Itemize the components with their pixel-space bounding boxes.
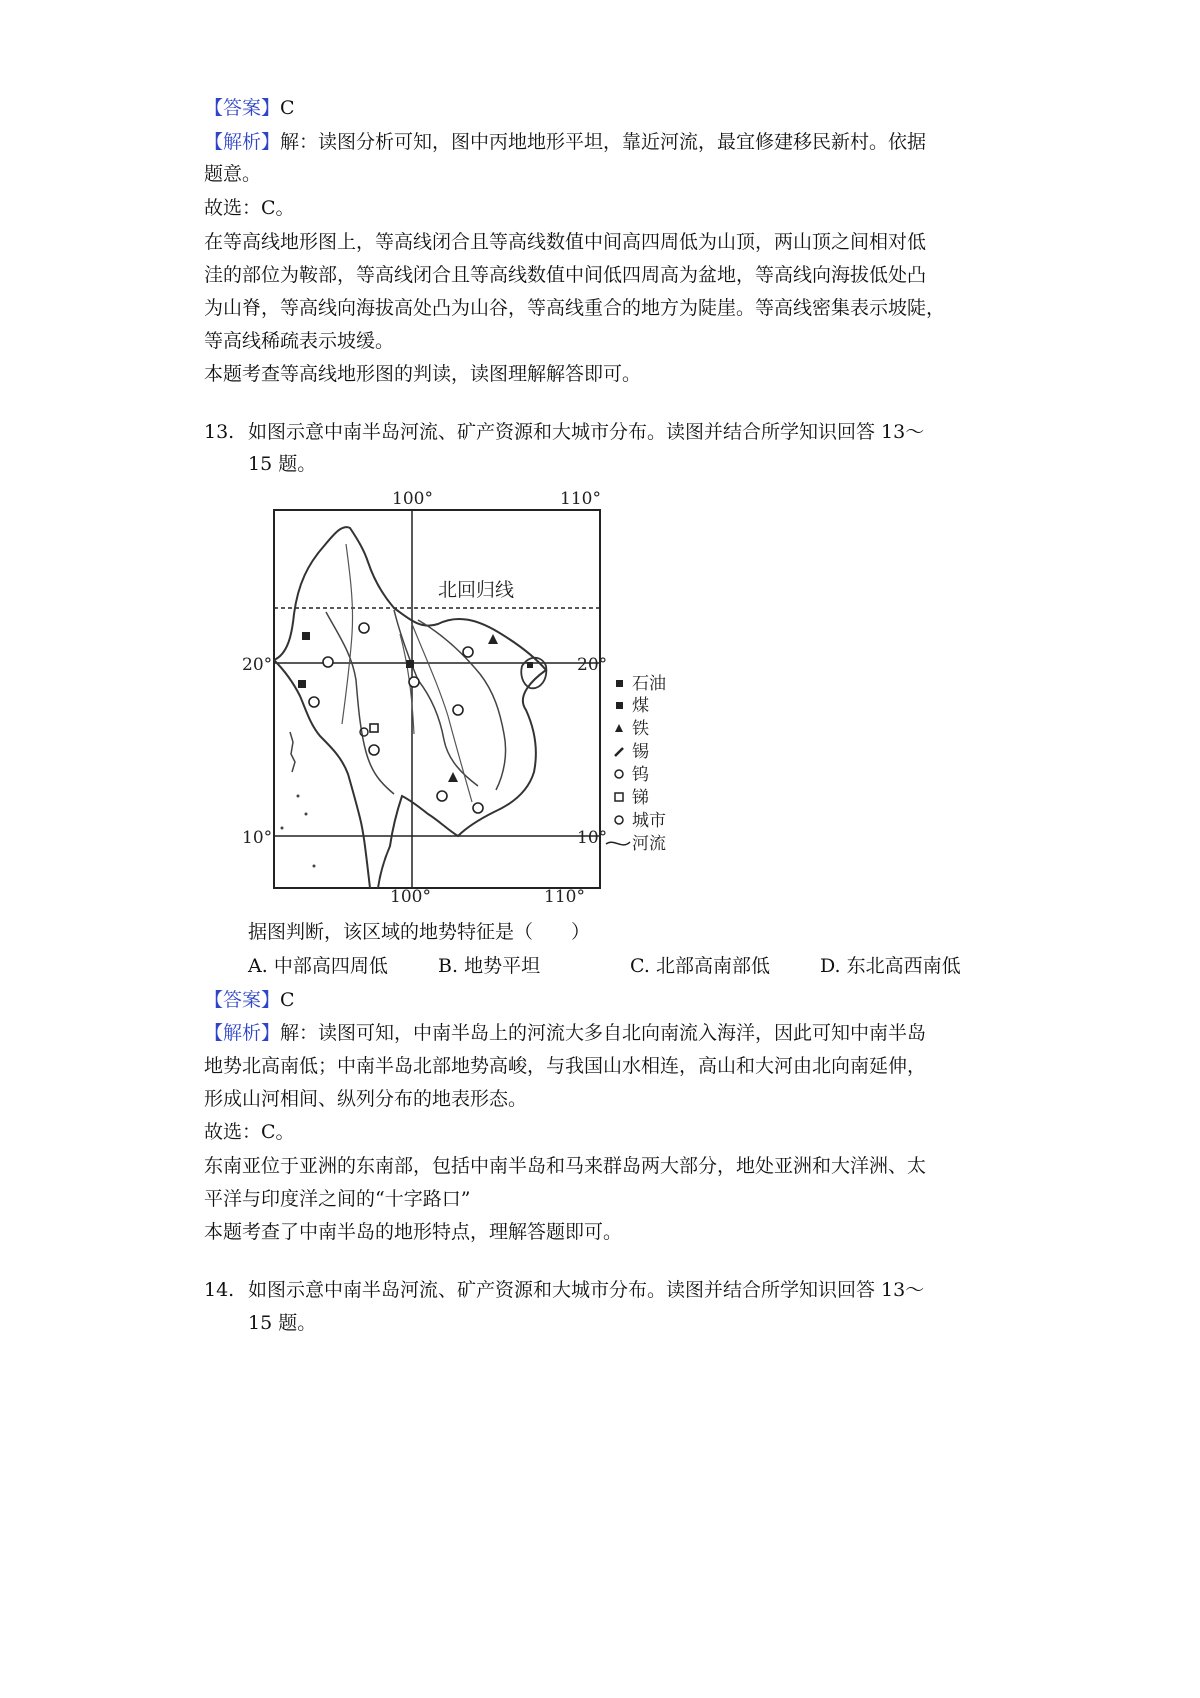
island-dot — [281, 827, 284, 830]
iron-symbol — [448, 772, 458, 782]
q14-stem-line-1: 如图示意中南半岛河流、矿产资源和大城市分布。读图并结合所学知识回答 13～ — [248, 1279, 925, 1301]
q12-note-4: 等高线稀疏表示坡缓。 — [204, 330, 395, 352]
border-line-1 — [326, 612, 394, 794]
legend-coal-icon — [616, 702, 623, 709]
legend-oil-icon — [616, 680, 623, 687]
legend-tungsten-icon — [615, 770, 623, 778]
lon-110-bottom: 110° — [544, 887, 585, 904]
andaman-islands — [290, 732, 295, 772]
legend-iron: 铁 — [632, 719, 649, 739]
island-dot — [313, 865, 316, 868]
q12-note-2: 洼的部位为鞍部，等高线闭合且等高线数值中间低四周高为盆地，等高线向海拔低处凸 — [204, 264, 927, 286]
q12-analysis-line-2: 题意。 — [204, 163, 262, 185]
lat-20-right: 20° — [577, 655, 608, 675]
coal-symbol — [406, 660, 414, 668]
analysis-label: 【解析】 — [204, 131, 281, 153]
iron-symbol — [488, 634, 498, 644]
q12-note-3: 为山脊，等高线向海拔高处凸为山谷，等高线重合的地方为陡崖。等高线密集表示坡陡， — [204, 297, 946, 319]
legend-antimony: 锑 — [632, 788, 649, 808]
lon-100-top: 100° — [392, 489, 433, 509]
q13-choice: 故选：C。 — [204, 1121, 295, 1143]
legend-antimony-icon — [615, 793, 623, 801]
tropic-label: 北回归线 — [438, 579, 515, 601]
city-symbol — [359, 623, 369, 633]
city-symbol — [409, 677, 419, 687]
lon-110-top: 110° — [560, 489, 601, 509]
river — [342, 544, 353, 724]
q12-answer-line — [204, 94, 295, 122]
legend-river-icon — [606, 842, 630, 845]
map-frame — [274, 510, 600, 888]
city-symbol — [437, 791, 447, 801]
myanmar-coast — [274, 660, 370, 888]
island-dot — [305, 813, 308, 816]
analysis-label: 【解析】 — [204, 1022, 281, 1044]
option-b[interactable]: B. 地势平坦 — [438, 955, 541, 977]
q12-note-5: 本题考查等高线地形图的判读，读图理解解答即可。 — [204, 363, 642, 385]
q13-stem-line-1: 如图示意中南半岛河流、矿产资源和大城市分布。读图并结合所学知识回答 13～ — [248, 421, 925, 443]
q13-note-2: 平洋与印度洋之间的“十字路口” — [204, 1188, 471, 1210]
q13-answer-line — [204, 986, 295, 1014]
q12-analysis-line-1: 【解析】解：读图分析可知，图中丙地地形平坦，靠近河流，最宜修建移民新村。依据 — [204, 131, 927, 153]
legend-river: 河流 — [632, 834, 666, 854]
city-symbol — [309, 697, 319, 707]
legend-tin-icon — [615, 748, 623, 756]
lon-100-bottom: 100° — [390, 887, 431, 904]
q13-number: 13. — [204, 421, 235, 443]
q13-question: 据图判断，该区域的地势特征是（ ） — [248, 921, 591, 943]
option-c[interactable]: C. 北部高南部低 — [630, 955, 770, 977]
q13-note-3: 本题考查了中南半岛的地形特点，理解答题即可。 — [204, 1221, 623, 1243]
q13-answer: C — [280, 989, 295, 1011]
answer-label: 【答案】 — [204, 97, 281, 119]
q13-analysis-line-1: 【解析】解：读图可知，中南半岛上的河流大多自北向南流入海洋，因此可知中南半岛 — [204, 1022, 927, 1044]
lat-20-left: 20° — [242, 655, 273, 675]
border-line-2 — [394, 610, 478, 786]
legend-iron-icon — [615, 724, 623, 732]
antimony-symbol — [370, 724, 378, 732]
q12-answer: C — [280, 97, 295, 119]
city-symbol — [473, 803, 483, 813]
q14-number: 14. — [204, 1279, 235, 1301]
legend — [606, 674, 666, 854]
lat-10-right: 10° — [577, 828, 608, 848]
q13-analysis-line-2: 地势北高南低；中南半岛北部地势高峻，与我国山水相连，高山和大河由北向南延伸， — [204, 1055, 927, 1077]
island-dot — [297, 795, 300, 798]
indochina-map — [242, 484, 712, 904]
legend-city-icon — [615, 816, 623, 824]
option-d[interactable]: D. 东北高西南低 — [820, 955, 961, 977]
q13-analysis-line-3: 形成山河相间、纵列分布的地表形态。 — [204, 1088, 528, 1110]
q13-stem-line-2: 15 题。 — [248, 453, 317, 475]
legend-city: 城市 — [632, 811, 666, 831]
legend-coal: 煤 — [632, 696, 649, 716]
coal-symbol — [298, 680, 306, 688]
legend-tin: 锡 — [632, 742, 649, 762]
q12-note-1: 在等高线地形图上，等高线闭合且等高线数值中间高四周低为山顶，两山顶之间相对低 — [204, 231, 927, 253]
city-symbol — [453, 705, 463, 715]
legend-oil: 石油 — [632, 674, 666, 694]
lat-10-left: 10° — [242, 828, 273, 848]
oil-symbol — [527, 662, 533, 668]
city-symbol — [323, 657, 333, 667]
city-symbol — [369, 745, 379, 755]
answer-label: 【答案】 — [204, 989, 281, 1011]
coal-symbol — [302, 632, 310, 640]
q12-choice: 故选：C。 — [204, 197, 295, 219]
city-symbol — [463, 647, 473, 657]
option-a[interactable]: A. 中部高四周低 — [248, 955, 388, 977]
q13-note-1: 东南亚位于亚洲的东南部，包括中南半岛和马来群岛两大部分，地处亚洲和大洋洲、太 — [204, 1155, 927, 1177]
q14-stem-line-2: 15 题。 — [248, 1312, 317, 1334]
legend-tungsten: 钨 — [632, 765, 649, 785]
